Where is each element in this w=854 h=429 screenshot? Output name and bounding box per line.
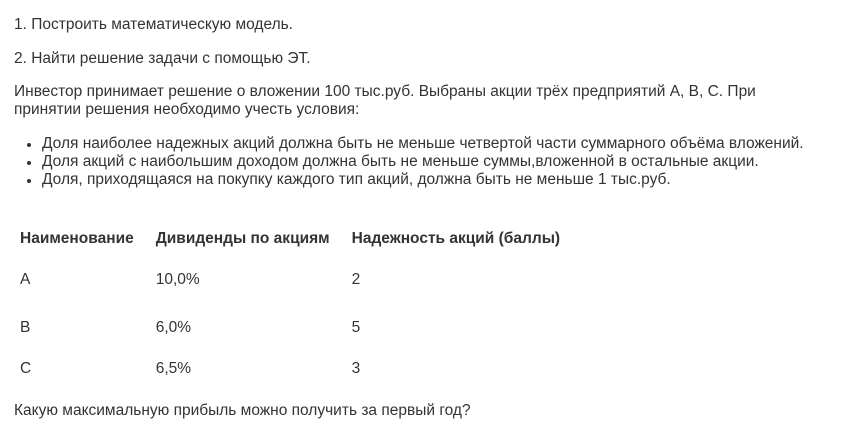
condition-item <box>14 153 804 171</box>
question: Какую максимальную прибыль можно получить за первый год? <box>14 402 471 419</box>
cell-reliability: 2 <box>351 271 361 288</box>
cell-dividends: 6,5% <box>155 359 192 377</box>
step-2: 2. Найти решение задачи с помощью ЭТ. <box>14 50 311 67</box>
bullet-icon <box>27 179 31 183</box>
cell-reliability: 5 <box>351 318 361 336</box>
header-name: Наименование <box>20 229 134 247</box>
intro-paragraph: Инвестор принимает решение о вложении 100 тыс.руб. Выбраны акции трёх предприятий А, В, С. При принятии решения необходимо учесть условия: <box>14 83 756 118</box>
bullet-icon <box>27 143 31 147</box>
header-reliability: Надежность акций (баллы) <box>351 229 561 247</box>
step-1: 1. Построить математическую модель. <box>14 16 293 33</box>
condition-text: Доля, приходящаяся на покупку каждого тип акций, должна быть не меньше 1 тыс.руб. <box>42 171 671 188</box>
conditions-list <box>14 135 804 189</box>
table-row <box>14 307 576 348</box>
table-header-row <box>14 224 576 253</box>
stocks-table <box>14 224 576 389</box>
bullet-icon <box>27 161 31 165</box>
condition-item <box>14 171 804 189</box>
condition-item <box>14 135 804 153</box>
table-row <box>14 348 576 389</box>
cell-name: C <box>20 359 32 377</box>
cell-dividends: 6,0% <box>155 318 192 336</box>
cell-reliability: 3 <box>351 359 361 377</box>
cell-name: A <box>20 271 31 288</box>
condition-text: Доля акций с наибольшим доходом должна быть не меньше суммы,вложенной в остальные акции. <box>42 153 759 170</box>
cell-dividends: 10,0% <box>155 271 200 288</box>
condition-text: Доля наиболее надежных акций должна быть не меньше четвертой части суммарного объёма вложений. <box>42 135 804 152</box>
table-row <box>14 253 576 307</box>
cell-name: B <box>20 318 31 336</box>
header-dividends: Дивиденды по акциям <box>155 229 330 247</box>
